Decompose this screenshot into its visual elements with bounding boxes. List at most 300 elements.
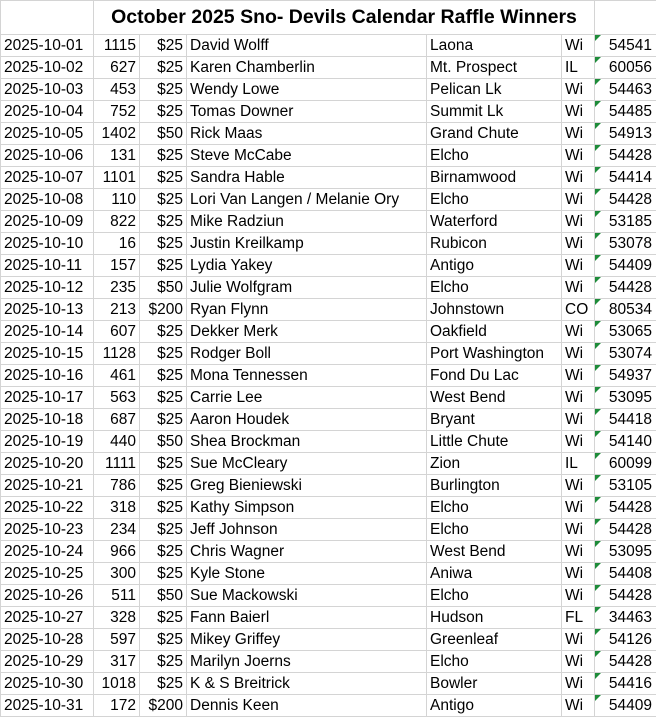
winner-name-cell[interactable]: Justin Kreilkamp [187, 233, 427, 255]
city-cell[interactable]: Laona [427, 35, 562, 57]
state-cell[interactable]: Wi [562, 255, 595, 277]
city-cell[interactable]: Pelican Lk [427, 79, 562, 101]
city-cell[interactable]: West Bend [427, 541, 562, 563]
zip-cell[interactable] [595, 607, 656, 629]
city-cell[interactable]: Rubicon [427, 233, 562, 255]
date-cell[interactable]: 2025-10-17 [1, 387, 94, 409]
state-cell[interactable]: Wi [562, 211, 595, 233]
state-cell[interactable]: Wi [562, 585, 595, 607]
table-row [1, 519, 656, 541]
city-cell[interactable]: Johnstown [427, 299, 562, 321]
error-indicator-icon [595, 541, 601, 547]
prize-amount-cell[interactable]: $25 [140, 79, 187, 101]
table-row [1, 321, 656, 343]
zip-cell[interactable] [595, 629, 656, 651]
ticket-number-cell[interactable]: 461 [94, 365, 140, 387]
error-indicator-icon [595, 453, 601, 459]
error-indicator-icon [595, 497, 601, 503]
zip-value: 54428 [608, 521, 653, 538]
prize-amount-cell[interactable]: $50 [140, 431, 187, 453]
table-row [1, 475, 656, 497]
ticket-number-cell[interactable]: 1128 [94, 343, 140, 365]
zip-cell[interactable] [595, 321, 656, 343]
zip-value: 54541 [608, 37, 653, 54]
prize-amount-cell[interactable]: $25 [140, 563, 187, 585]
ticket-number-cell[interactable]: 318 [94, 497, 140, 519]
zip-cell[interactable] [595, 519, 656, 541]
prize-amount-cell[interactable]: $25 [140, 35, 187, 57]
date-cell[interactable]: 2025-10-19 [1, 431, 94, 453]
zip-cell[interactable] [595, 563, 656, 585]
date-cell[interactable]: 2025-10-08 [1, 189, 94, 211]
winner-name-cell[interactable]: K & S Breitrick [187, 673, 427, 695]
state-cell[interactable]: Wi [562, 629, 595, 651]
error-indicator-icon [595, 233, 601, 239]
state-cell[interactable]: Wi [562, 409, 595, 431]
table-row [1, 651, 656, 673]
date-cell[interactable]: 2025-10-30 [1, 673, 94, 695]
winner-name-cell[interactable]: Wendy Lowe [187, 79, 427, 101]
zip-value: 60099 [608, 455, 653, 472]
ticket-number-cell[interactable]: 453 [94, 79, 140, 101]
empty-cell[interactable] [1, 1, 94, 35]
winner-name-cell[interactable]: Dennis Keen [187, 695, 427, 717]
winner-name-cell[interactable]: Chris Wagner [187, 541, 427, 563]
winner-name-cell[interactable]: Rick Maas [187, 123, 427, 145]
ticket-number-cell[interactable]: 786 [94, 475, 140, 497]
date-cell[interactable]: 2025-10-15 [1, 343, 94, 365]
ticket-number-cell[interactable]: 752 [94, 101, 140, 123]
date-cell[interactable]: 2025-10-23 [1, 519, 94, 541]
prize-amount-cell[interactable]: $25 [140, 475, 187, 497]
zip-cell[interactable] [595, 35, 656, 57]
zip-cell[interactable] [595, 673, 656, 695]
title-row [1, 1, 656, 35]
prize-amount-cell[interactable]: $25 [140, 629, 187, 651]
table-row [1, 233, 656, 255]
ticket-number-cell[interactable]: 1018 [94, 673, 140, 695]
ticket-number-cell[interactable]: 597 [94, 629, 140, 651]
zip-cell[interactable] [595, 101, 656, 123]
prize-amount-cell[interactable]: $25 [140, 189, 187, 211]
winner-name-cell[interactable]: Tomas Downer [187, 101, 427, 123]
city-cell[interactable]: West Bend [427, 387, 562, 409]
table-row [1, 607, 656, 629]
ticket-number-cell[interactable]: 1111 [94, 453, 140, 475]
city-cell[interactable]: Greenleaf [427, 629, 562, 651]
date-cell[interactable]: 2025-10-29 [1, 651, 94, 673]
ticket-number-cell[interactable]: 213 [94, 299, 140, 321]
state-cell[interactable]: Wi [562, 35, 595, 57]
error-indicator-icon [595, 651, 601, 657]
zip-value: 34463 [608, 609, 653, 626]
prize-amount-cell[interactable]: $25 [140, 365, 187, 387]
city-cell[interactable]: Summit Lk [427, 101, 562, 123]
ticket-number-cell[interactable]: 328 [94, 607, 140, 629]
table-row [1, 563, 656, 585]
date-cell[interactable]: 2025-10-28 [1, 629, 94, 651]
state-cell[interactable]: Wi [562, 695, 595, 717]
winner-name-cell[interactable]: Karen Chamberlin [187, 57, 427, 79]
date-cell[interactable]: 2025-10-03 [1, 79, 94, 101]
ticket-number-cell[interactable]: 687 [94, 409, 140, 431]
zip-cell[interactable] [595, 365, 656, 387]
winner-name-cell[interactable]: Greg Bieniewski [187, 475, 427, 497]
table-row [1, 123, 656, 145]
prize-amount-cell[interactable]: $25 [140, 673, 187, 695]
state-cell[interactable]: Wi [562, 673, 595, 695]
winner-name-cell[interactable]: Ryan Flynn [187, 299, 427, 321]
ticket-number-cell[interactable]: 157 [94, 255, 140, 277]
table-row [1, 277, 656, 299]
ticket-number-cell[interactable]: 131 [94, 145, 140, 167]
state-cell[interactable]: Wi [562, 167, 595, 189]
error-indicator-icon [595, 629, 601, 635]
winner-name-cell[interactable]: Kyle Stone [187, 563, 427, 585]
city-cell[interactable]: Aniwa [427, 563, 562, 585]
zip-value: 53185 [608, 213, 653, 230]
winner-name-cell[interactable]: Steve McCabe [187, 145, 427, 167]
table-row [1, 541, 656, 563]
zip-value: 54428 [608, 279, 653, 296]
state-cell[interactable]: Wi [562, 145, 595, 167]
error-indicator-icon [595, 365, 601, 371]
prize-amount-cell[interactable]: $25 [140, 651, 187, 673]
ticket-number-cell[interactable]: 110 [94, 189, 140, 211]
ticket-number-cell[interactable]: 822 [94, 211, 140, 233]
date-cell[interactable]: 2025-10-14 [1, 321, 94, 343]
table-row [1, 343, 656, 365]
prize-amount-cell[interactable]: $25 [140, 233, 187, 255]
city-cell[interactable]: Elcho [427, 497, 562, 519]
zip-cell[interactable] [595, 299, 656, 321]
ticket-number-cell[interactable]: 563 [94, 387, 140, 409]
table-row [1, 101, 656, 123]
date-cell[interactable]: 2025-10-21 [1, 475, 94, 497]
state-cell[interactable]: Wi [562, 343, 595, 365]
table-row [1, 79, 656, 101]
error-indicator-icon [595, 563, 601, 569]
error-indicator-icon [595, 101, 601, 107]
date-cell[interactable]: 2025-10-04 [1, 101, 94, 123]
error-indicator-icon [595, 35, 601, 41]
date-cell[interactable]: 2025-10-09 [1, 211, 94, 233]
zip-cell[interactable] [595, 651, 656, 673]
prize-amount-cell[interactable]: $25 [140, 343, 187, 365]
zip-cell[interactable] [595, 497, 656, 519]
date-cell[interactable]: 2025-10-11 [1, 255, 94, 277]
city-cell[interactable]: Burlington [427, 475, 562, 497]
prize-amount-cell[interactable]: $25 [140, 145, 187, 167]
winner-name-cell[interactable]: Lori Van Langen / Melanie Ory [187, 189, 427, 211]
city-cell[interactable]: Waterford [427, 211, 562, 233]
winner-name-cell[interactable]: Mona Tennessen [187, 365, 427, 387]
prize-amount-cell[interactable]: $50 [140, 277, 187, 299]
city-cell[interactable]: Zion [427, 453, 562, 475]
table-row [1, 585, 656, 607]
state-cell[interactable]: Wi [562, 497, 595, 519]
date-cell[interactable]: 2025-10-24 [1, 541, 94, 563]
zip-value: 54416 [608, 675, 653, 692]
error-indicator-icon [595, 255, 601, 261]
zip-value: 54408 [608, 565, 653, 582]
zip-cell[interactable] [595, 211, 656, 233]
table-row [1, 431, 656, 453]
winner-name-cell[interactable]: Mikey Griffey [187, 629, 427, 651]
zip-cell[interactable] [595, 695, 656, 717]
prize-amount-cell[interactable]: $25 [140, 57, 187, 79]
ticket-number-cell[interactable]: 16 [94, 233, 140, 255]
prize-amount-cell[interactable]: $25 [140, 519, 187, 541]
zip-cell[interactable] [595, 233, 656, 255]
state-cell[interactable]: Wi [562, 519, 595, 541]
table-row [1, 453, 656, 475]
zip-cell[interactable] [595, 167, 656, 189]
table-row [1, 387, 656, 409]
prize-amount-cell[interactable]: $25 [140, 541, 187, 563]
zip-value: 54126 [608, 631, 653, 648]
prize-amount-cell[interactable]: $50 [140, 585, 187, 607]
zip-cell[interactable] [595, 343, 656, 365]
date-cell[interactable]: 2025-10-02 [1, 57, 94, 79]
city-cell[interactable]: Port Washington [427, 343, 562, 365]
zip-value: 54409 [608, 257, 653, 274]
city-cell[interactable]: Bowler [427, 673, 562, 695]
ticket-number-cell[interactable]: 511 [94, 585, 140, 607]
table-row [1, 167, 656, 189]
prize-amount-cell[interactable]: $25 [140, 607, 187, 629]
winner-name-cell[interactable]: Aaron Houdek [187, 409, 427, 431]
table-row [1, 299, 656, 321]
winners-table-body [1, 1, 656, 717]
prize-amount-cell[interactable]: $25 [140, 497, 187, 519]
table-row [1, 255, 656, 277]
table-row [1, 211, 656, 233]
zip-cell[interactable] [595, 277, 656, 299]
state-cell[interactable]: Wi [562, 123, 595, 145]
state-cell[interactable]: Wi [562, 189, 595, 211]
city-cell[interactable]: Mt. Prospect [427, 57, 562, 79]
winner-name-cell[interactable]: Sandra Hable [187, 167, 427, 189]
winner-name-cell[interactable]: Sue Mackowski [187, 585, 427, 607]
date-cell[interactable]: 2025-10-27 [1, 607, 94, 629]
zip-value: 53074 [608, 345, 653, 362]
table-row [1, 673, 656, 695]
zip-cell[interactable] [595, 409, 656, 431]
prize-amount-cell[interactable]: $25 [140, 101, 187, 123]
date-cell[interactable]: 2025-10-12 [1, 277, 94, 299]
error-indicator-icon [595, 321, 601, 327]
zip-value: 54428 [608, 653, 653, 670]
state-cell[interactable]: Wi [562, 541, 595, 563]
prize-amount-cell[interactable]: $25 [140, 321, 187, 343]
state-cell[interactable]: Wi [562, 365, 595, 387]
city-cell[interactable]: Elcho [427, 189, 562, 211]
state-cell[interactable]: Wi [562, 431, 595, 453]
winner-name-cell[interactable]: Dekker Merk [187, 321, 427, 343]
zip-value: 53095 [608, 389, 653, 406]
ticket-number-cell[interactable]: 1402 [94, 123, 140, 145]
city-cell[interactable]: Bryant [427, 409, 562, 431]
zip-value: 54418 [608, 411, 653, 428]
zip-value: 54428 [608, 587, 653, 604]
date-cell[interactable]: 2025-10-26 [1, 585, 94, 607]
state-cell[interactable]: Wi [562, 651, 595, 673]
error-indicator-icon [595, 167, 601, 173]
zip-cell[interactable] [595, 585, 656, 607]
winner-name-cell[interactable]: Julie Wolfgram [187, 277, 427, 299]
ticket-number-cell[interactable]: 1115 [94, 35, 140, 57]
state-cell[interactable]: Wi [562, 321, 595, 343]
city-cell[interactable]: Antigo [427, 255, 562, 277]
zip-cell[interactable] [595, 189, 656, 211]
date-cell[interactable]: 2025-10-07 [1, 167, 94, 189]
date-cell[interactable]: 2025-10-10 [1, 233, 94, 255]
table-row [1, 35, 656, 57]
city-cell[interactable]: Antigo [427, 695, 562, 717]
zip-value: 60056 [608, 59, 653, 76]
zip-value: 53095 [608, 543, 653, 560]
table-row [1, 189, 656, 211]
prize-amount-cell[interactable]: $25 [140, 167, 187, 189]
city-cell[interactable]: Elcho [427, 277, 562, 299]
ticket-number-cell[interactable]: 966 [94, 541, 140, 563]
state-cell[interactable]: Wi [562, 233, 595, 255]
zip-cell[interactable] [595, 255, 656, 277]
winner-name-cell[interactable]: Lydia Yakey [187, 255, 427, 277]
winner-name-cell[interactable]: Marilyn Joerns [187, 651, 427, 673]
prize-amount-cell[interactable]: $50 [140, 123, 187, 145]
winner-name-cell[interactable]: Jeff Johnson [187, 519, 427, 541]
ticket-number-cell[interactable]: 607 [94, 321, 140, 343]
zip-value: 53078 [608, 235, 653, 252]
empty-cell[interactable] [595, 1, 656, 35]
zip-value: 54485 [608, 103, 653, 120]
error-indicator-icon [595, 673, 601, 679]
zip-value: 54428 [608, 499, 653, 516]
state-cell[interactable]: FL [562, 607, 595, 629]
prize-amount-cell[interactable]: $25 [140, 255, 187, 277]
winner-name-cell[interactable]: Shea Brockman [187, 431, 427, 453]
date-cell[interactable]: 2025-10-13 [1, 299, 94, 321]
winner-name-cell[interactable]: Fann Baierl [187, 607, 427, 629]
error-indicator-icon [595, 695, 601, 701]
state-cell[interactable]: Wi [562, 101, 595, 123]
table-row [1, 497, 656, 519]
winner-name-cell[interactable]: Carrie Lee [187, 387, 427, 409]
date-cell[interactable]: 2025-10-01 [1, 35, 94, 57]
prize-amount-cell[interactable]: $200 [140, 695, 187, 717]
prize-amount-cell[interactable]: $25 [140, 453, 187, 475]
error-indicator-icon [595, 387, 601, 393]
zip-cell[interactable] [595, 541, 656, 563]
zip-value: 80534 [608, 301, 653, 318]
city-cell[interactable]: Elcho [427, 651, 562, 673]
prize-amount-cell[interactable]: $25 [140, 387, 187, 409]
state-cell[interactable]: Wi [562, 563, 595, 585]
ticket-number-cell[interactable]: 234 [94, 519, 140, 541]
zip-value: 54428 [608, 191, 653, 208]
prize-amount-cell[interactable]: $25 [140, 211, 187, 233]
state-cell[interactable]: Wi [562, 475, 595, 497]
ticket-number-cell[interactable]: 235 [94, 277, 140, 299]
zip-value: 54414 [608, 169, 653, 186]
zip-value: 54937 [608, 367, 653, 384]
zip-value: 54140 [608, 433, 653, 450]
zip-cell[interactable] [595, 453, 656, 475]
date-cell[interactable]: 2025-10-16 [1, 365, 94, 387]
prize-amount-cell[interactable]: $25 [140, 409, 187, 431]
zip-cell[interactable] [595, 57, 656, 79]
ticket-number-cell[interactable]: 1101 [94, 167, 140, 189]
error-indicator-icon [595, 79, 601, 85]
zip-cell[interactable] [595, 475, 656, 497]
city-cell[interactable]: Elcho [427, 145, 562, 167]
zip-cell[interactable] [595, 387, 656, 409]
city-cell[interactable]: Oakfield [427, 321, 562, 343]
zip-value: 53105 [608, 477, 653, 494]
winner-name-cell[interactable]: Sue McCleary [187, 453, 427, 475]
zip-value: 54428 [608, 147, 653, 164]
city-cell[interactable]: Elcho [427, 519, 562, 541]
date-cell[interactable]: 2025-10-31 [1, 695, 94, 717]
date-cell[interactable]: 2025-10-22 [1, 497, 94, 519]
city-cell[interactable]: Grand Chute [427, 123, 562, 145]
error-indicator-icon [595, 145, 601, 151]
date-cell[interactable]: 2025-10-25 [1, 563, 94, 585]
state-cell[interactable]: Wi [562, 79, 595, 101]
state-cell[interactable]: IL [562, 453, 595, 475]
prize-amount-cell[interactable]: $200 [140, 299, 187, 321]
ticket-number-cell[interactable]: 172 [94, 695, 140, 717]
page-title[interactable]: October 2025 Sno- Devils Calendar Raffle Winners [94, 1, 595, 35]
error-indicator-icon [595, 299, 601, 305]
zip-cell[interactable] [595, 79, 656, 101]
state-cell[interactable]: Wi [562, 277, 595, 299]
state-cell[interactable]: CO [562, 299, 595, 321]
city-cell[interactable]: Elcho [427, 585, 562, 607]
zip-value: 53065 [608, 323, 653, 340]
ticket-number-cell[interactable]: 300 [94, 563, 140, 585]
table-row [1, 409, 656, 431]
date-cell[interactable]: 2025-10-06 [1, 145, 94, 167]
winner-name-cell[interactable]: Kathy Simpson [187, 497, 427, 519]
state-cell[interactable]: Wi [562, 387, 595, 409]
city-cell[interactable]: Little Chute [427, 431, 562, 453]
city-cell[interactable]: Fond Du Lac [427, 365, 562, 387]
winner-name-cell[interactable]: Mike Radziun [187, 211, 427, 233]
zip-cell[interactable] [595, 431, 656, 453]
zip-cell[interactable] [595, 123, 656, 145]
date-cell[interactable]: 2025-10-18 [1, 409, 94, 431]
date-cell[interactable]: 2025-10-20 [1, 453, 94, 475]
state-cell[interactable]: IL [562, 57, 595, 79]
city-cell[interactable]: Birnamwood [427, 167, 562, 189]
ticket-number-cell[interactable]: 440 [94, 431, 140, 453]
city-cell[interactable]: Hudson [427, 607, 562, 629]
winner-name-cell[interactable]: David Wolff [187, 35, 427, 57]
error-indicator-icon [595, 57, 601, 63]
ticket-number-cell[interactable]: 627 [94, 57, 140, 79]
table-row [1, 695, 656, 717]
winner-name-cell[interactable]: Rodger Boll [187, 343, 427, 365]
error-indicator-icon [595, 475, 601, 481]
zip-cell[interactable] [595, 145, 656, 167]
ticket-number-cell[interactable]: 317 [94, 651, 140, 673]
error-indicator-icon [595, 409, 601, 415]
table-row [1, 365, 656, 387]
date-cell[interactable]: 2025-10-05 [1, 123, 94, 145]
